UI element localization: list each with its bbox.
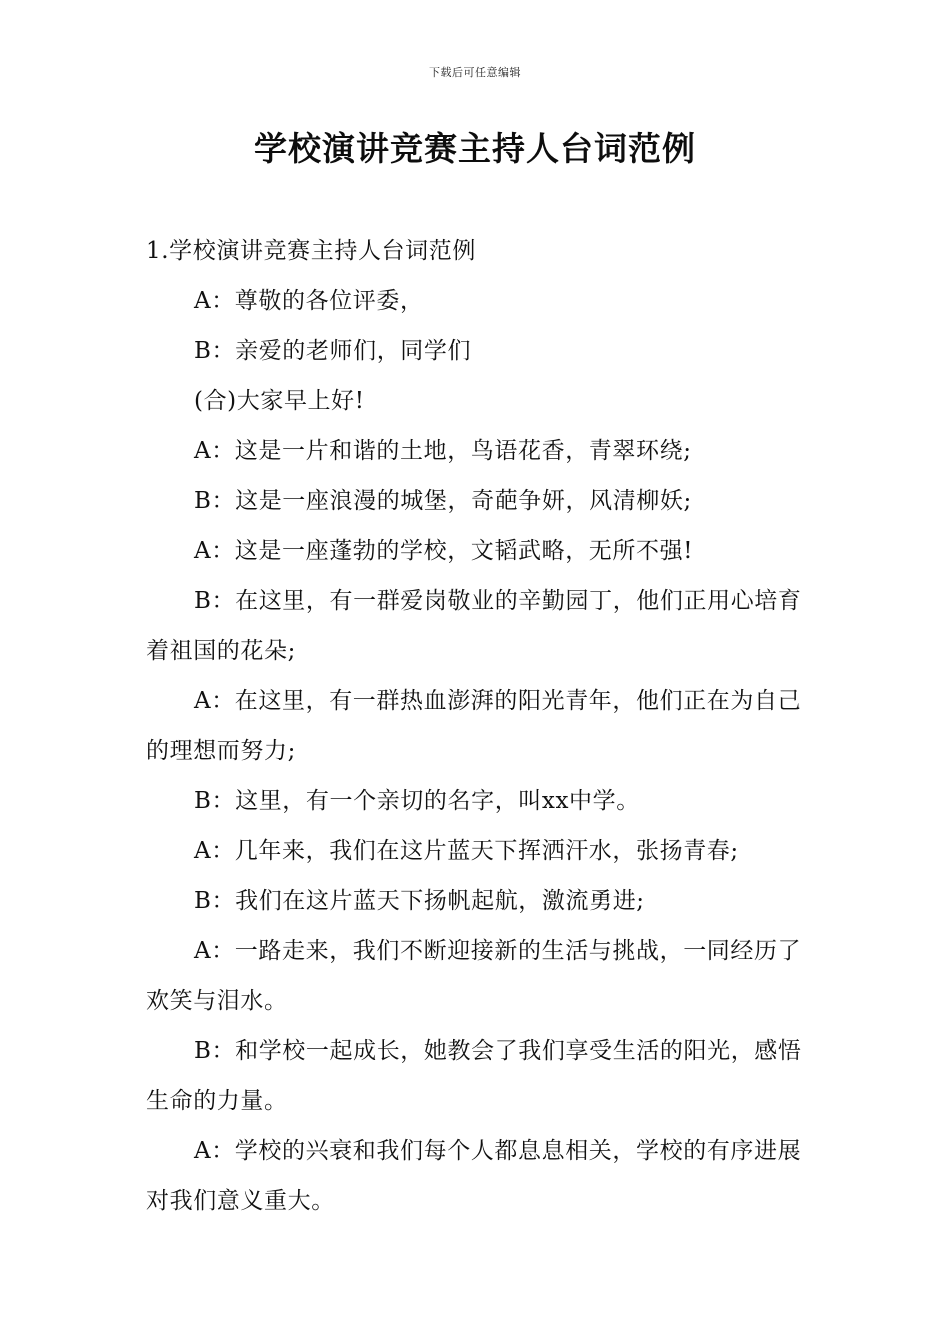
paragraph: B：这里，有一个亲切的名字，叫xx中学。 bbox=[194, 788, 640, 814]
paragraph: A：在这里，有一群热血澎湃的阳光青年，他们正在为自己的理想而努力; bbox=[146, 688, 802, 764]
paragraph: B：和学校一起成长，她教会了我们享受生活的阳光，感悟生命的力量。 bbox=[146, 1038, 802, 1114]
paragraph: A：几年来，我们在这片蓝天下挥洒汗水，张扬青春; bbox=[194, 838, 739, 864]
paragraph: A：这是一座蓬勃的学校，文韬武略，无所不强! bbox=[194, 538, 694, 564]
paragraph: A：这是一片和谐的土地，鸟语花香，青翠环绕; bbox=[194, 438, 692, 464]
paragraph: B：在这里，有一群爱岗敬业的辛勤园丁，他们正用心培育着祖国的花朵; bbox=[146, 588, 802, 664]
page-title: 学校演讲竞赛主持人台词范例 bbox=[254, 129, 696, 168]
document-body bbox=[146, 226, 808, 1226]
section-heading: 1.学校演讲竞赛主持人台词范例 bbox=[146, 238, 476, 264]
paragraph: A：尊敬的各位评委， bbox=[194, 288, 424, 314]
paragraph: B：亲爱的老师们，同学们 bbox=[194, 338, 472, 364]
paragraph: A：学校的兴衰和我们每个人都息息相关，学校的有序进展对我们意义重大。 bbox=[146, 1138, 802, 1214]
paragraph: B：我们在这片蓝天下扬帆起航，激流勇进; bbox=[194, 888, 645, 914]
paragraph: (合)大家早上好! bbox=[194, 388, 365, 414]
paragraph: B：这是一座浪漫的城堡，奇葩争妍，风清柳妖; bbox=[194, 488, 692, 514]
paragraph: A：一路走来，我们不断迎接新的生活与挑战，一同经历了欢笑与泪水。 bbox=[146, 938, 802, 1014]
header-note: 下载后可任意编辑 bbox=[429, 66, 521, 79]
